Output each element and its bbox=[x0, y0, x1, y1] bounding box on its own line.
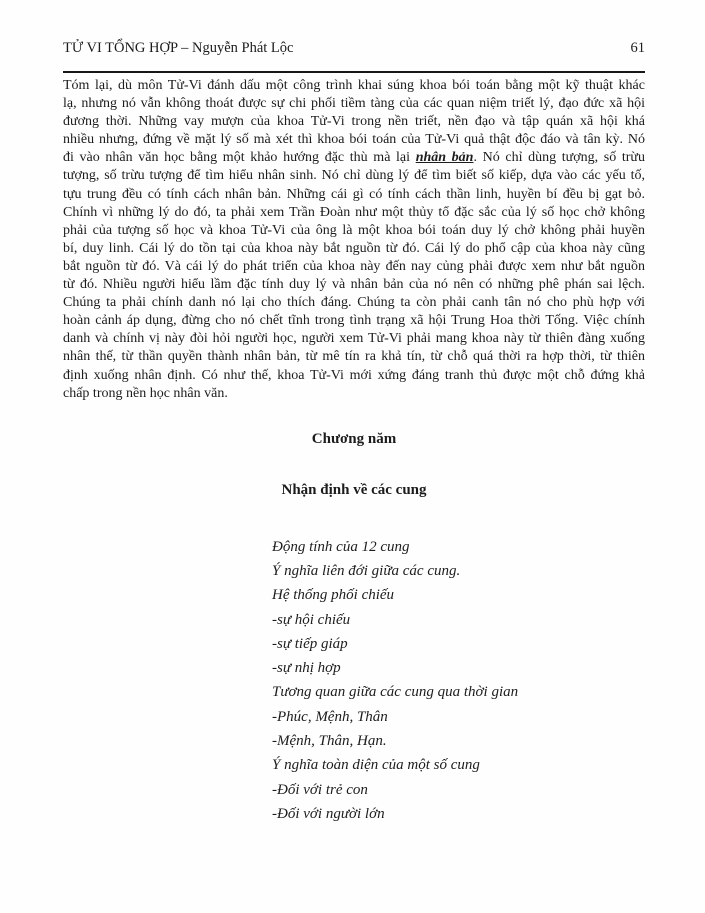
body-text-segment: Chúng ta phải chính danh nó lại cho thích đáng. Chúng ta còn phải canh tân nó cho phù hợp với bbox=[63, 295, 645, 311]
outline-item: Ý nghĩa toàn diện của một số cung bbox=[272, 757, 480, 774]
page-header bbox=[63, 40, 645, 56]
chapter-outline bbox=[63, 535, 645, 827]
outline-item: -Mệnh, Thân, Hạn. bbox=[272, 733, 387, 750]
outline-item: Tương quan giữa các cung qua thời gian bbox=[272, 684, 519, 701]
body-text-line bbox=[63, 367, 645, 385]
body-text-line bbox=[63, 276, 645, 294]
body-text-segment: tựu trung đều có tính cách nhân bản. Những cái gì có tính cách thần linh, huyền bí đều bị gạt bỏ. bbox=[63, 186, 645, 202]
body-text-segment: . Nó chỉ dùng tượng, số trừu bbox=[473, 150, 646, 166]
outline-item: -Đối với trẻ con bbox=[272, 781, 368, 798]
outline-item: -sự hội chiếu bbox=[272, 611, 351, 628]
header-rule bbox=[63, 71, 645, 73]
body-text-segment: nhiều nhưng, đứng về mặt lý số mà xét thì khoa bói toán của Tử-Vi quả thật độc đáo và tân kỳ. Nó bbox=[63, 132, 645, 148]
body-text-segment: tượng, số trừu tượng để tìm hiểu nhân sinh. Nó chỉ dùng lý để tìm biết số kiếp, dựa vào các yếu tố, bbox=[63, 168, 645, 184]
body-text-segment: bắt nguồn từ đó. Và cái lý do phát triển của khoa này đến nay củng phải được xem như bắt nguồn bbox=[63, 258, 645, 274]
body-paragraph bbox=[63, 77, 645, 403]
page-number: 61 bbox=[630, 40, 645, 56]
body-text-line bbox=[63, 95, 645, 113]
body-text-line bbox=[63, 294, 645, 312]
body-text-segment: lạ, nhưng nó vẫn không thoát được sự chi phối tiềm tàng của các quan niệm triết lý, đạo đức xã hội bbox=[63, 96, 645, 112]
chapter-title: Nhận định về các cung bbox=[281, 481, 427, 498]
outline-item: Hệ thống phối chiếu bbox=[272, 587, 395, 604]
body-text-segment: danh và chính vị này đòi hỏi người học, người xem Tử-Vi phải mang khoa này từ thiên đàng xuống bbox=[63, 331, 645, 347]
outline-item: Ý nghĩa liên đới giữa các cung. bbox=[272, 562, 461, 579]
body-text-line bbox=[63, 113, 645, 131]
body-text-line bbox=[63, 240, 645, 258]
running-title: TỬ VI TỔNG HỢP – Nguyễn Phát Lộc bbox=[63, 40, 294, 56]
body-text-line bbox=[63, 222, 645, 240]
body-text-line bbox=[63, 312, 645, 330]
body-text-line bbox=[63, 167, 645, 185]
outline-item: -sự tiếp giáp bbox=[272, 635, 348, 652]
body-text-line bbox=[63, 258, 645, 276]
body-text-segment: Tóm lại, dù môn Tử-Vi đánh dấu một công trình khai súng khoa bói toán bằng một kỹ thuật khác bbox=[63, 78, 645, 93]
body-text-segment: Chính vì những lý do đó, ta phải xem Trần Đoàn như một thủy tổ đặc sắc của lý số học chở không bbox=[63, 204, 645, 220]
body-text-segment: nhân thế, từ thần quyền thành nhân bản, từ mê tín ra khả tín, từ chỗ quá thời ra hợp thời, từ thiên bbox=[63, 349, 645, 365]
outline-item: Động tính của 12 cung bbox=[272, 538, 410, 555]
body-text-line bbox=[63, 131, 645, 149]
chapter-label: Chương năm bbox=[311, 430, 397, 447]
body-text-segment: phải của tượng số học và khoa Tử-Vi của ông là một khoa bói toán duy lý chở không phải huyền bbox=[63, 222, 645, 238]
body-text-line bbox=[63, 149, 645, 167]
outline-item: -Đối với người lớn bbox=[272, 805, 385, 822]
body-text-line bbox=[63, 77, 645, 95]
body-text-line bbox=[63, 330, 645, 348]
body-text-segment: từ đó. Nhiều người hiểu lầm đặc tính duy lý và nhân bản của nó nên có những phê phán sai lệch. bbox=[63, 277, 645, 293]
body-text-segment: định xuống nhân định. Có như thế, khoa Tử-Vi mới xứng đáng tranh thủ được một chỗ đứng khả bbox=[63, 367, 645, 383]
body-text-segment: bí, duy linh. Cái lý do tồn tại của khoa này bắt nguồn từ đó. Cái lý do phổ cập của khoa này cũng bbox=[63, 240, 645, 256]
body-text-segment: chấp trong nền học nhân văn. bbox=[63, 385, 228, 401]
body-text-line bbox=[63, 186, 645, 204]
body-text-segment: đương thời. Những vay mượn của khoa Tử-Vi trong nền triết, nền đạo và tập quán xã hội khá bbox=[63, 114, 645, 130]
body-text-line bbox=[63, 204, 645, 222]
body-text-segment: hoàn cảnh áp dụng, đừng cho nó chết tĩnh trong tình trạng xã hội Trung Hoa thời Tống. Việc chính bbox=[63, 313, 645, 329]
outline-item: -sự nhị hợp bbox=[272, 660, 341, 677]
outline-item: -Phúc, Mệnh, Thân bbox=[272, 708, 388, 725]
body-text-line bbox=[63, 348, 645, 366]
body-text-segment: đi vào nhân văn học bằng một khảo hướng đặc thù mà lại bbox=[63, 150, 416, 166]
emphasized-term: nhân bản bbox=[415, 150, 474, 166]
body-text-line bbox=[63, 385, 645, 403]
